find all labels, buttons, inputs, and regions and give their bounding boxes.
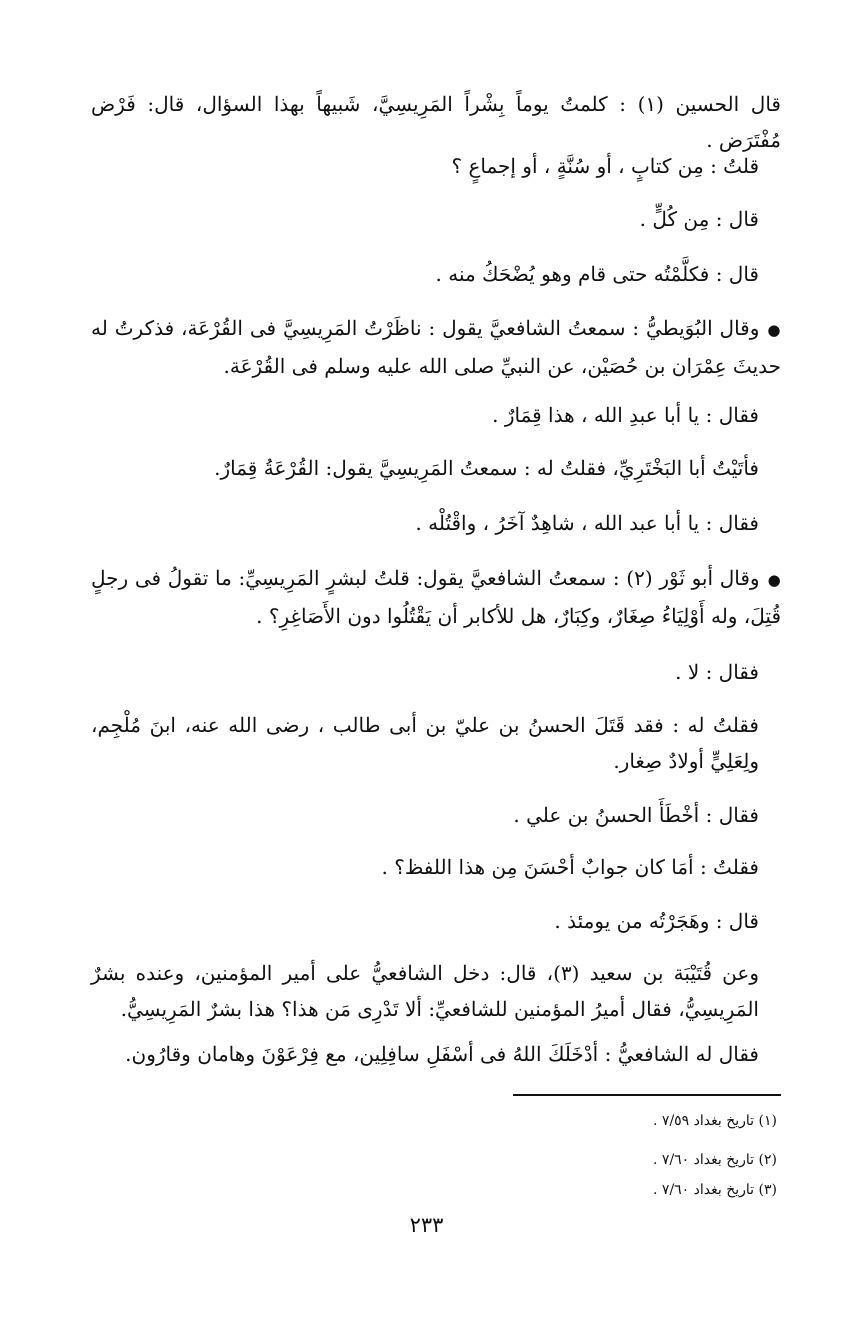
paragraph-6: فقال : يا أبا عبدِ الله ، هذا قِمَارٌ .: [492, 403, 759, 427]
bullet-icon: ●: [767, 321, 782, 339]
paragraph-3: قال : مِن كُلٍّ .: [639, 207, 759, 231]
paragraph-5: [91, 310, 781, 384]
footnote-2: (٢) تاريخ بغداد ٧/٦٠ .: [653, 1152, 777, 1168]
paragraph-5-text: وقال البُوَيطيُّ : سمعتُ الشافعيَّ يقول : ناظَرْتُ المَرِيسِيَّ فى القُرْعَة، فذكرتُ له حديثَ عِمْرَان بن حُصَيْن، عن النبيِّ صلى الله عليه وسلم فى القُرْعَة.: [91, 316, 781, 378]
paragraph-9: [91, 560, 781, 634]
paragraph-13: فقلتُ : أمَا كان جوابٌ أحْسَنَ مِن هذا اللفظ؟ .: [381, 855, 759, 879]
bullet-icon: ●: [767, 571, 781, 589]
paragraph-1: قال الحسين (١) : كلمتُ يوماً بِشْراً المَرِيسِيَّ، شَبيهاً بهذا السؤال، قال: فَرْض مُفْتَرَض .: [91, 92, 781, 152]
paragraph-15: وعن قُتَيْبَة بن سعيد (٣)، قال: دخل الشافعيُّ على أمير المؤمنين، وعنده بشرٌ المَرِيسِيُّ، فقال أميرُ المؤمنين للشافعيِّ: ألا تَدْرِى مَن هذا؟ هذا بشرٌ المَرِيسِيُّ.: [91, 961, 760, 1021]
paragraph-11: فقلتُ له : فقد قَتَلَ الحسنُ بن عليّ بن أبى طالب ، رضى الله عنه، ابنَ مُلْجِم، ولِعَلِيٍّ أولادٌ صِغار.: [91, 713, 759, 773]
paragraph-8: فقال : يا أبا عبد الله ، شاهِدٌ آخَرُ ، واقْتُلْه .: [415, 511, 759, 535]
paragraph-14: قال : وهَجَرْتُه من يومئذ .: [554, 909, 759, 933]
paragraph-9-text: وقال أبو ثَوْر (٢) : سمعتُ الشافعيَّ يقول: قلتُ لبشرٍ المَرِيسِيِّ: ما تقولُ فى رجلٍ قُتِلَ، وله أَوْلِيَاءُ صِغَارٌ، وكِبَارٌ، هل للأكابر أن يَقْتُلُوا دون الأَصَاغِرِ؟ .: [91, 566, 781, 628]
paragraph-7: فأتَيْتُ أبا البَخْتَرِيِّ، فقلتُ له : سمعتُ المَرِيسِيَّ يقول: القُرْعَةُ قِمَارٌ.: [214, 456, 759, 480]
paragraph-16: فقال له الشافعيُّ : أدْخَلَكَ اللهُ فى أسْفَلِ سافِلِين، مع فِرْعَوْنَ وهامان وقارُون.: [125, 1042, 759, 1066]
paragraph-12: فقال : أخْطَأَ الحسنُ بن علي .: [513, 803, 759, 827]
paragraph-2: قلتُ : مِن كتابٍ ، أو سُنَّةٍ ، أو إجماعٍ ؟: [451, 154, 759, 178]
paragraph-10: فقال : لا .: [675, 660, 759, 684]
footnote-3: (٣) تاريخ بغداد ٧/٦٠ .: [653, 1182, 777, 1198]
page-number: ٢٣٣: [409, 1213, 444, 1237]
paragraph-4: قال : فكلَّمْتُه حتى قام وهو يُضْحَكُ منه .: [435, 262, 759, 286]
footnote-1: (١) تاريخ بغداد ٧/٥٩ .: [653, 1113, 777, 1129]
footnote-divider: [513, 1094, 781, 1096]
